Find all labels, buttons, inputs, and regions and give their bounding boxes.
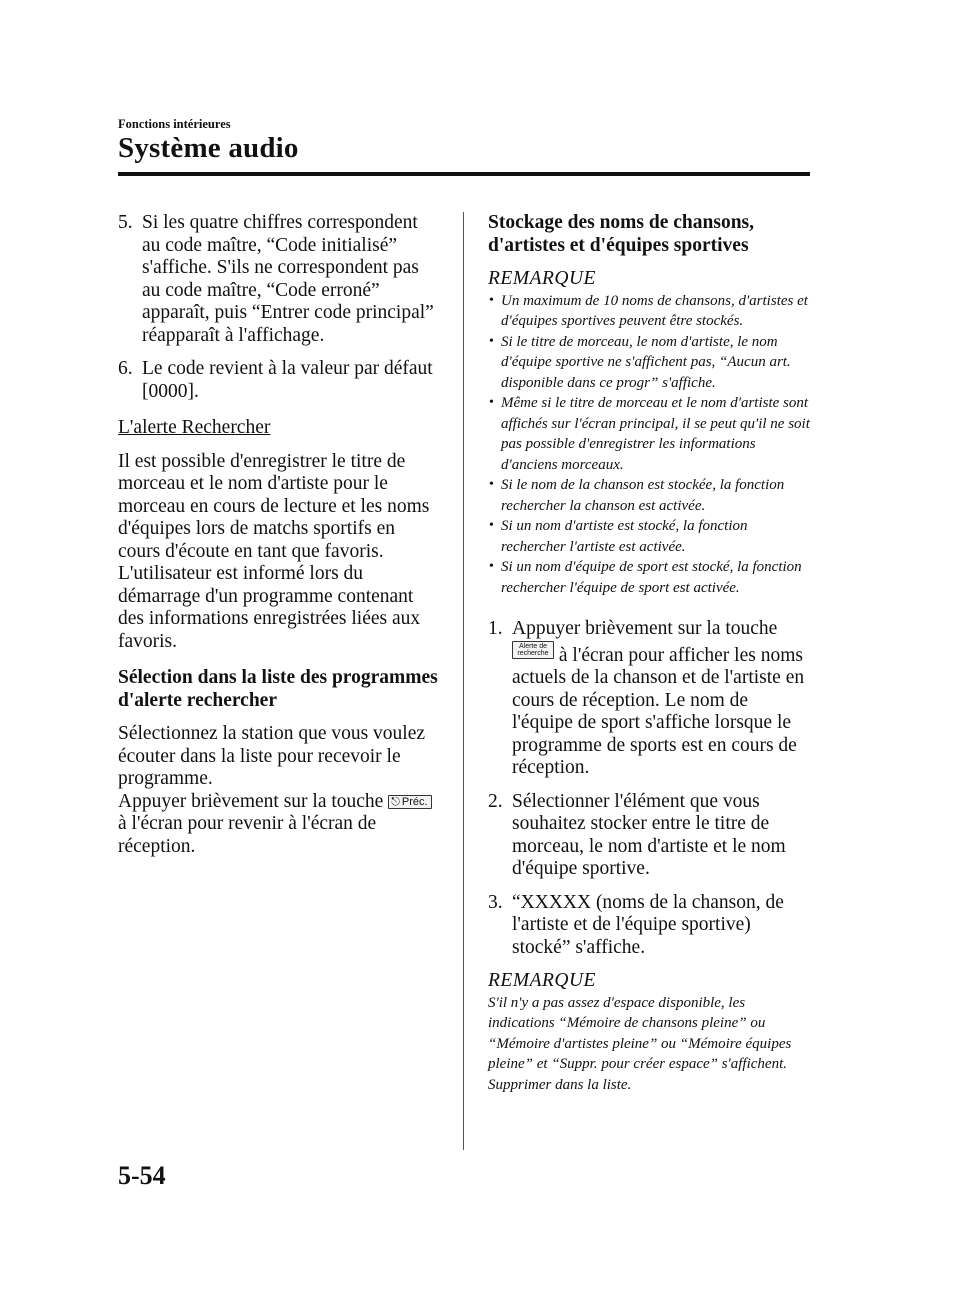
column-divider [463,212,464,1150]
step-number: 1. [488,618,503,639]
alert-heading: L'alerte Rechercher [118,417,271,438]
alerte-recherche-button: Alerte de recherche [512,641,554,659]
instruction-prefix: Appuyer brièvement sur la touche [118,790,384,812]
selection-paragraph: Sélectionnez la station que vous voulez écouter dans la liste pour recevoir le programme. [118,723,426,789]
note-item: • Si le titre de morceau, le nom d'artiste, le nom d'équipe sportive ne s'affichent pas, “Aucun art. disponible dans ce progr” s'affiche. [488,332,810,394]
step-text-prefix: Appuyer brièvement sur la touche [512,618,778,639]
section-label: Fonctions intérieures [118,117,231,131]
alert-paragraph: Il est possible d'enregistrer le titre de morceau et le nom d'artiste pour le morceau en cours de lecture et les noms d'équipes lors de matchs sportifs en cours d'écoute en tant que favoris. L'utilisateur est informé lors du démarrage d'un programme contenant des informations enregistrées liées aux favoris. [118,450,430,652]
step-6 [118,358,440,403]
prec-button [388,795,431,809]
step-text: Si les quatre chiffres correspondent au code maître, “Code initialisé” s'affiche. S'ils ne correspondent pas au code maître, “Code erroné” apparaît, puis “Entrer code principal” réapparaît à l'affichage. [142,212,434,346]
step-number: 3. [488,891,503,913]
step-1 [488,618,810,780]
step-3 [488,892,810,960]
step-number: 6. [118,358,133,379]
page-number: 5-54 [118,1161,166,1190]
step-number: 5. [118,212,133,233]
prec-button-label: Préc. [401,795,428,808]
title-rule [118,172,810,176]
remarque-notes [488,291,810,599]
return-icon: ⎋ [391,795,400,808]
left-column [118,212,440,858]
remarque-label-2: REMARQUE [488,970,596,991]
step-2 [488,791,810,881]
storage-heading: Stockage des noms de chansons, d'artistes et d'équipes sportives [488,212,755,256]
instruction-suffix: à l'écran pour revenir à l'écran de réception. [118,813,377,857]
page-title: Système audio [118,132,299,164]
right-column [488,212,810,1095]
note-item: • Même si le titre de morceau et le nom d'artiste sont affichés sur l'écran principal, il se peut qu'il ne soit pas possible d'enregistrer les informations d'anciens morceaux. [488,393,810,475]
remarque-label: REMARQUE [488,268,596,289]
note-item: • Si le nom de la chanson est stockée, la fonction rechercher la chanson est activée. [488,475,810,516]
note-item: • Si un nom d'artiste est stocké, la fonction rechercher l'artiste est activée. [488,516,810,557]
step-text: Sélectionner l'élément que vous souhaitez stocker entre le titre de morceau, le nom d'artiste et le nom d'équipe sportive. [512,790,786,879]
note-item: • Un maximum de 10 noms de chansons, d'artistes et d'équipes sportives peuvent être stockés. [488,291,810,332]
selection-heading: Sélection dans la liste des programmes d'alerte rechercher [118,667,438,711]
step-5 [118,212,440,347]
selection-instruction [118,791,440,859]
note-item: • Si un nom d'équipe de sport est stocké, la fonction rechercher l'équipe de sport est activée. [488,557,810,598]
step-text: Le code revient à la valeur par défaut [0000]. [142,358,433,402]
remarque-text-2: S'il n'y a pas assez d'espace disponible, les indications “Mémoire de chansons pleine” ou “Mémoire d'artistes pleine” ou “Mémoire équipes pleine” et “Suppr. pour créer espace” s'affichent. Supprimer dans la liste. [488,994,792,1093]
step-text-suffix: à l'écran pour afficher les noms actuels de la chanson et de l'artiste en cours de réception. Le nom de l'équipe de sport s'affiche lorsque le programme de sports est en cours de réception. [512,644,805,778]
step-number: 2. [488,790,503,812]
step-text: “XXXXX (noms de la chanson, de l'artiste et de l'équipe sportive) stocké” s'affiche. [512,891,784,958]
